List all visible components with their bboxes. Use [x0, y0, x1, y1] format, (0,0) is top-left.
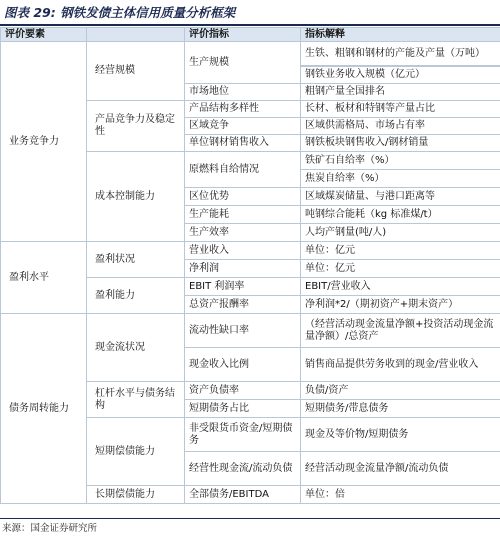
- element-cell: 业务竞争力: [1, 42, 87, 242]
- group-cell: 现金流状况: [87, 314, 185, 382]
- indicator-cell: 市场地位: [185, 84, 301, 101]
- indicator-cell: 区位优势: [185, 188, 301, 206]
- indicator-cell: 资产负债率: [185, 382, 301, 400]
- source-rule: [0, 518, 500, 519]
- header-indicator: 评价指标: [185, 28, 301, 42]
- explain-cell: 经营活动现金流量净额/流动负债: [301, 452, 500, 486]
- explain-cell: 单位：亿元: [301, 242, 500, 260]
- indicator-cell: 生产效率: [185, 224, 301, 242]
- indicator-cell: 非受限货币资金/短期债务: [185, 418, 301, 452]
- group-cell: 杠杆水平与债务结构: [87, 382, 185, 418]
- group-cell: 短期偿债能力: [87, 418, 185, 486]
- group-cell: 盈利能力: [87, 278, 185, 314]
- indicator-cell: 现金收入比例: [185, 348, 301, 382]
- element-cell: 债务周转能力: [1, 314, 87, 504]
- header-element: 评价要素: [1, 28, 87, 42]
- indicator-cell: EBIT 利润率: [185, 278, 301, 296]
- element-cell: 盈利水平: [1, 242, 87, 314]
- explain-cell: 净利润*2/（期初资产+期末资产）: [301, 296, 500, 314]
- group-cell: 经营规模: [87, 42, 185, 101]
- explain-cell: 区域煤炭储量、与港口距离等: [301, 188, 500, 206]
- figure-title: 图表 29: 钢铁发债主体信用质量分析框架: [4, 5, 236, 20]
- explain-cell: 长材、板材和特钢等产量占比: [301, 101, 500, 118]
- explain-cell: 钢铁板块钢售收入/钢材销量: [301, 135, 500, 152]
- indicator-cell: 总资产报酬率: [185, 296, 301, 314]
- explain-cell: 短期债务/带息债务: [301, 400, 500, 418]
- explain-cell: 钢铁业务收入规模（亿元）: [301, 67, 500, 84]
- explain-cell: EBIT/营业收入: [301, 278, 500, 296]
- header-row: [1, 28, 500, 42]
- indicator-cell: 流动性缺口率: [185, 314, 301, 348]
- group-cell: 产品竞争力及稳定性: [87, 101, 185, 152]
- explain-cell: 铁矿石自给率（%）: [301, 152, 500, 170]
- group-cell: 长期偿债能力: [87, 486, 185, 504]
- explain-cell: 生铁、粗钢和钢材的产能及产量（万吨）: [301, 42, 500, 66]
- indicator-cell: 单位钢材销售收入: [185, 135, 301, 152]
- title-rule: [0, 24, 500, 26]
- explain-cell: 销售商品提供劳务收到的现金/营业收入: [301, 348, 500, 382]
- source-note: 来源：国金证券研究所: [2, 523, 98, 534]
- explain-cell: 单位：亿元: [301, 260, 500, 278]
- explain-cell: 粗钢产量全国排名: [301, 84, 500, 101]
- explain-cell: 单位：倍: [301, 486, 500, 504]
- indicator-cell: 经营性现金流/流动负债: [185, 452, 301, 486]
- explain-cell: 焦炭自给率（%）: [301, 170, 500, 188]
- indicator-cell: 全部债务/EBITDA: [185, 486, 301, 504]
- explain-cell: 吨钢综合能耗（kg 标准煤/t）: [301, 206, 500, 224]
- indicator-cell: 产品结构多样性: [185, 101, 301, 118]
- header-explain: 指标解释: [301, 28, 500, 42]
- indicator-cell: 生产规模: [185, 42, 301, 84]
- indicator-cell: 营业收入: [185, 242, 301, 260]
- explain-cell: 现金及等价物/短期债务: [301, 418, 500, 452]
- explain-cell: 负债/资产: [301, 382, 500, 400]
- header-spacer: [87, 28, 185, 42]
- group-cell: 盈利状况: [87, 242, 185, 278]
- group-cell: 成本控制能力: [87, 152, 185, 242]
- indicator-cell: 区域竞争: [185, 118, 301, 135]
- explain-cell: （经营活动现金流量净额+投资活动现金流量净额）/总资产: [301, 314, 500, 348]
- indicator-cell: 净利润: [185, 260, 301, 278]
- explain-cell: 人均产钢量(吨/人): [301, 224, 500, 242]
- explain-cell: 区域供需格局、市场占有率: [301, 118, 500, 135]
- credit-framework-table: [0, 27, 500, 504]
- indicator-cell: 原燃料自给情况: [185, 152, 301, 188]
- indicator-cell: 短期债务占比: [185, 400, 301, 418]
- indicator-cell: 生产能耗: [185, 206, 301, 224]
